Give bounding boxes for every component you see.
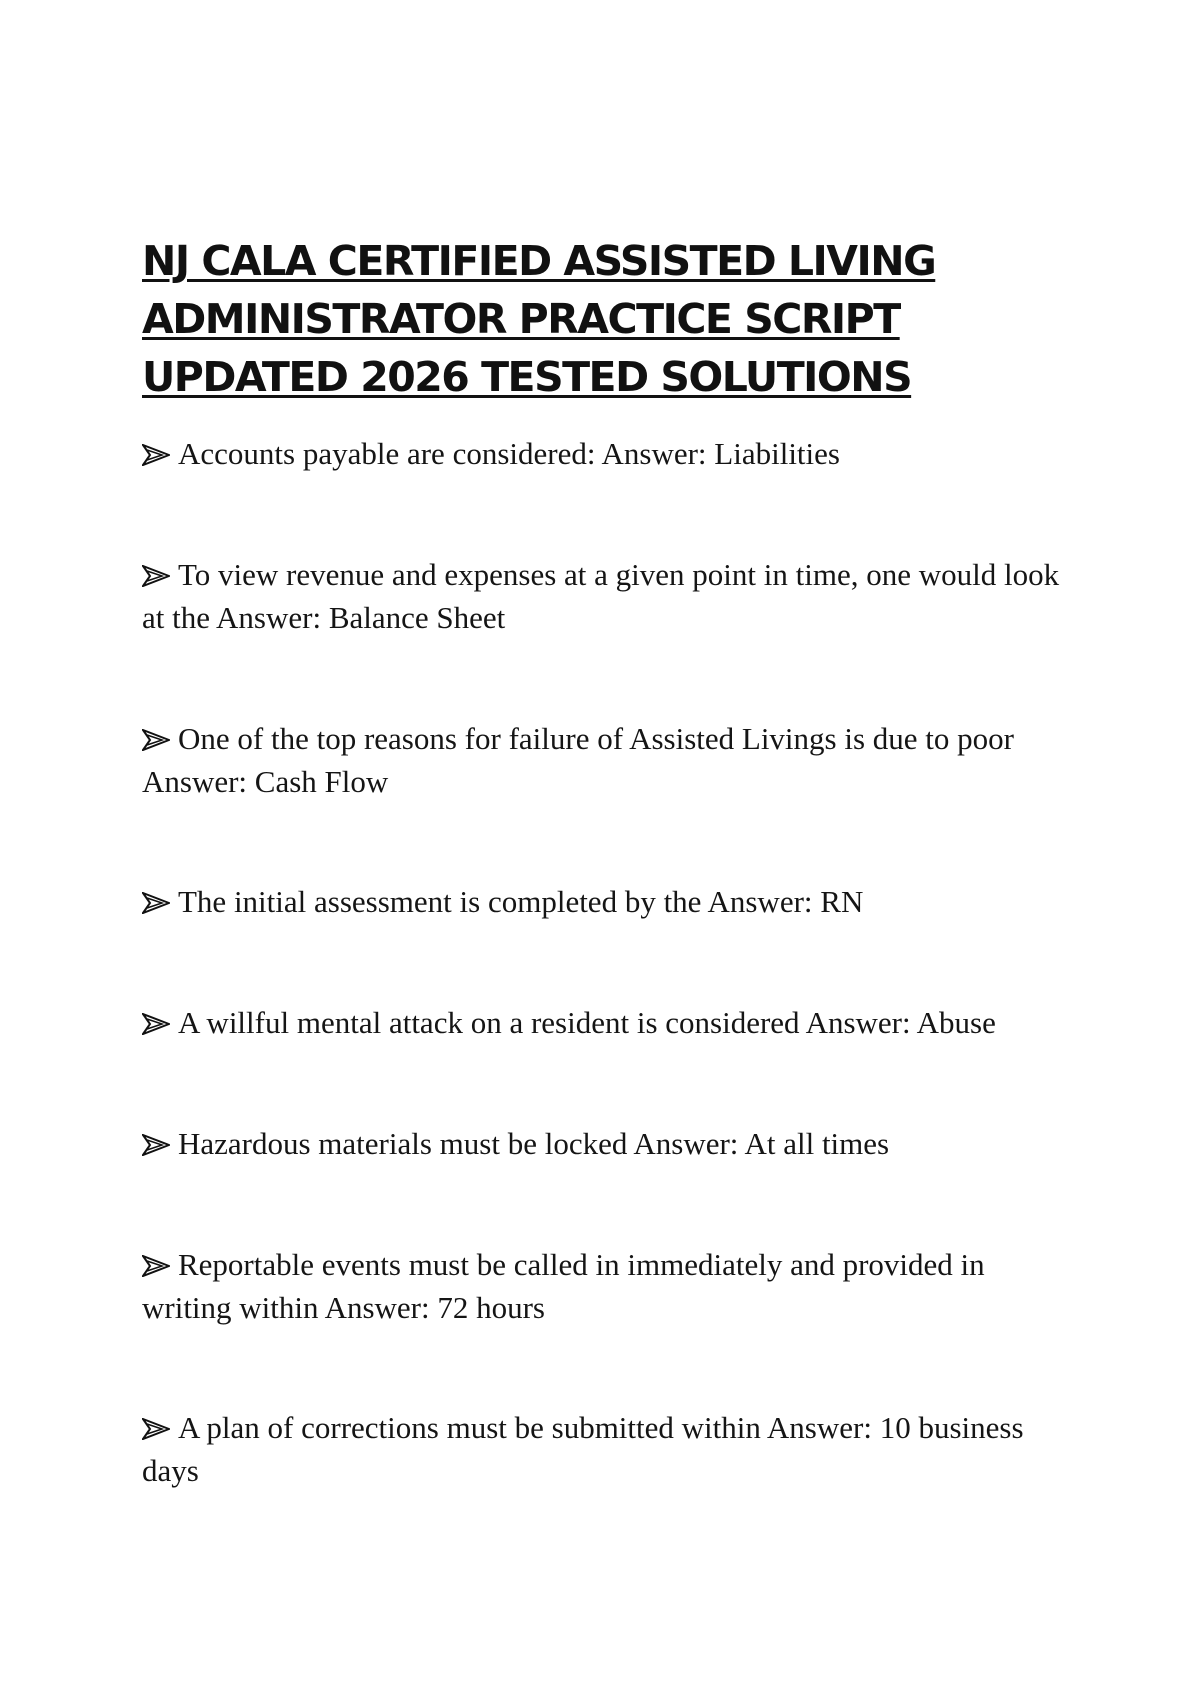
qa-item-text: To view revenue and expenses at a given point in time, one would look at the Answer: Balance Sheet	[142, 557, 1060, 635]
qa-item	[142, 1406, 1062, 1492]
qa-item-text: A plan of corrections must be submitted within Answer: 10 business days	[142, 1410, 1024, 1488]
arrow-bullet-icon	[142, 892, 170, 914]
qa-item-text: Accounts payable are considered: Answer: Liabilities	[178, 436, 840, 471]
qa-item-text: One of the top reasons for failure of Assisted Livings is due to poor Answer: Cash Flow	[142, 721, 1014, 799]
qa-item	[142, 1122, 1062, 1165]
qa-item	[142, 717, 1062, 803]
qa-item-text: The initial assessment is completed by the Answer: RN	[178, 884, 864, 919]
qa-item-text: A willful mental attack on a resident is considered Answer: Abuse	[178, 1005, 996, 1040]
arrow-bullet-icon	[142, 1255, 170, 1277]
qa-item	[142, 432, 1062, 475]
arrow-bullet-icon	[142, 729, 170, 751]
qa-item	[142, 553, 1062, 639]
qa-item-text: Hazardous materials must be locked Answer: At all times	[178, 1126, 890, 1161]
qa-item	[142, 1001, 1062, 1044]
title-line-1: NJ CALA CERTIFIED ASSISTED LIVING	[142, 237, 936, 285]
arrow-bullet-icon	[142, 1013, 170, 1035]
qa-item	[142, 880, 1062, 923]
document-title	[142, 232, 1042, 406]
arrow-bullet-icon	[142, 565, 170, 587]
arrow-bullet-icon	[142, 444, 170, 466]
qa-item-text: Reportable events must be called in immediately and provided in writing within Answer: 72 hours	[142, 1247, 985, 1325]
arrow-bullet-icon	[142, 1134, 170, 1156]
title-line-3: UPDATED 2026 TESTED SOLUTIONS	[142, 353, 912, 401]
arrow-bullet-icon	[142, 1418, 170, 1440]
title-line-2: ADMINISTRATOR PRACTICE SCRIPT	[142, 295, 900, 343]
qa-item	[142, 1243, 1062, 1329]
